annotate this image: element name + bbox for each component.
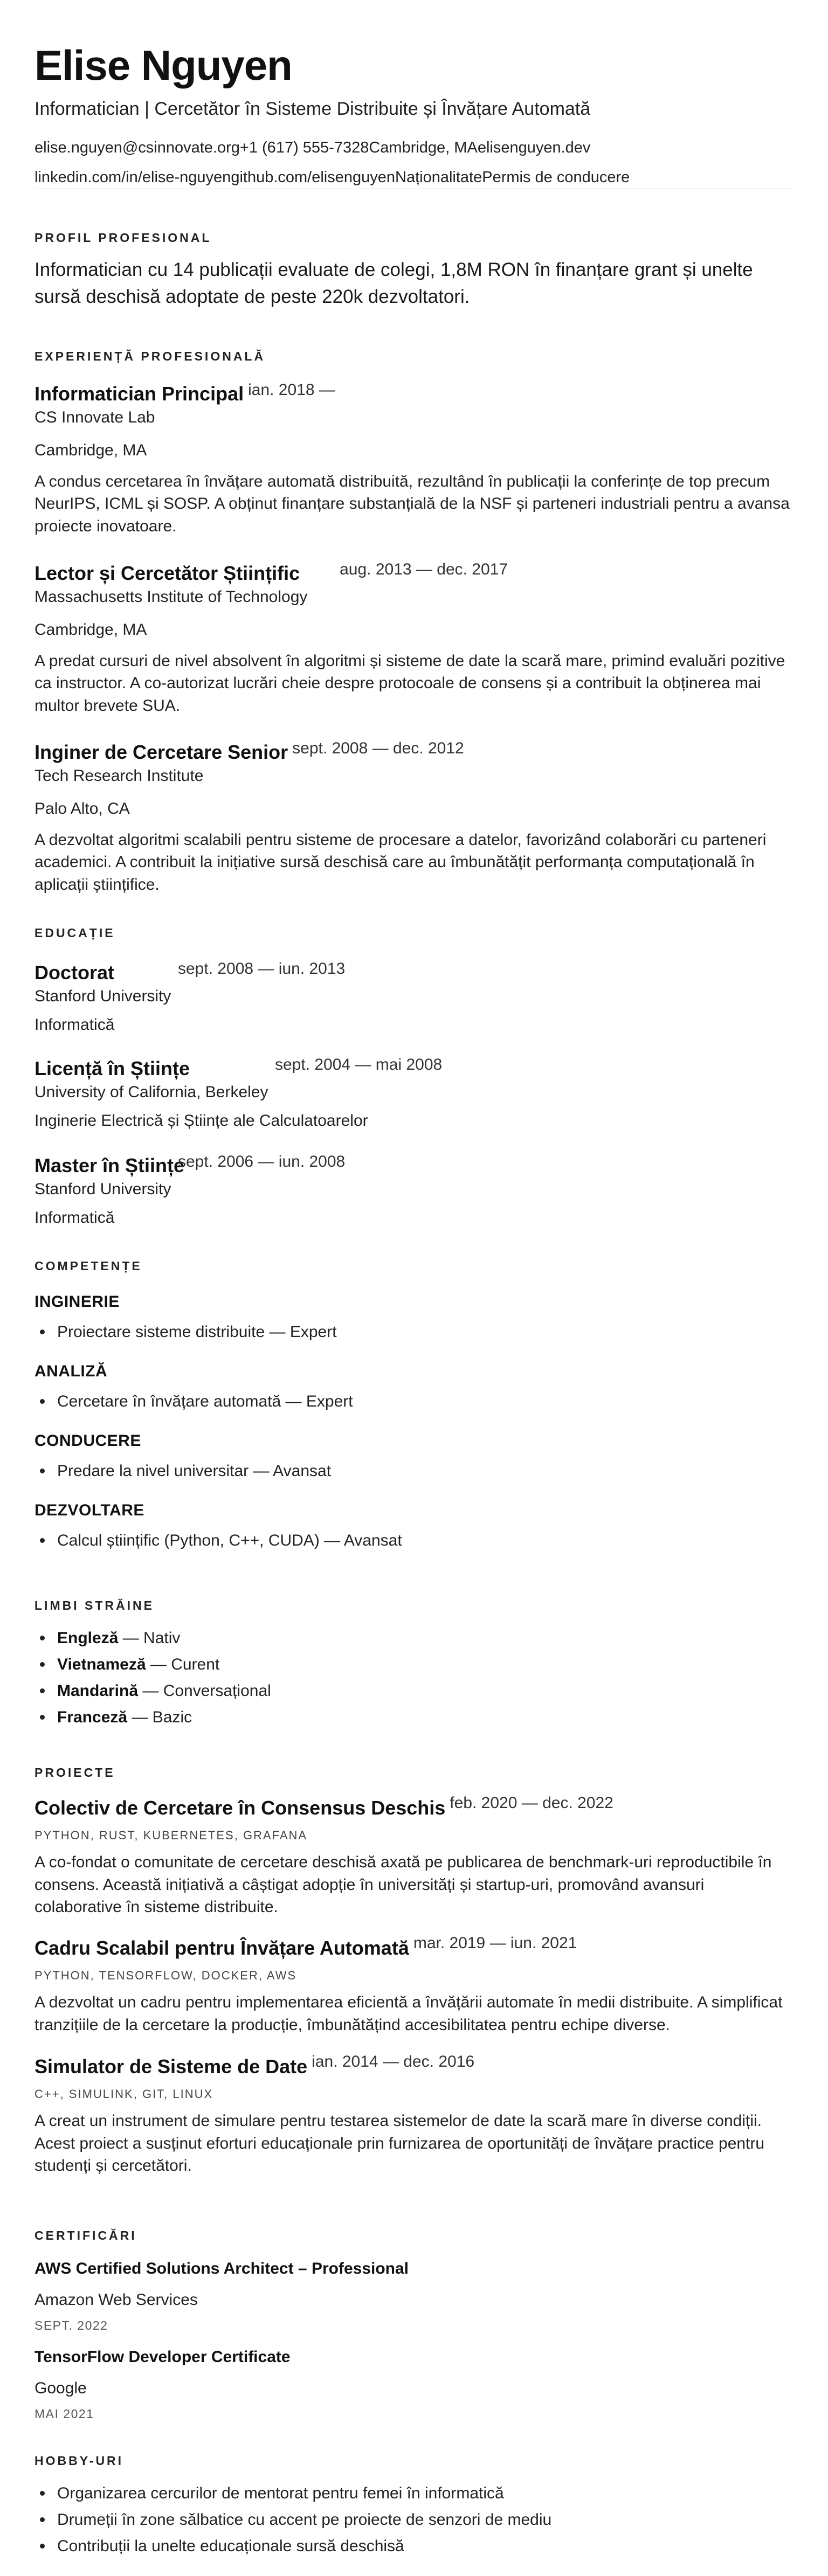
- language-item: [34, 1708, 794, 1727]
- job-title: Informatician Principal: [34, 383, 244, 405]
- hobby-item: Contribuții la unelte educaționale sursă deschisă: [34, 2537, 794, 2556]
- education-degree: Master în Științe: [34, 1154, 185, 1176]
- contact-linkedin[interactable]: linkedin.com/in/elise-nguyen: [34, 168, 231, 186]
- project-dates: mar. 2019 — iun. 2021: [413, 1934, 577, 1952]
- project-item: [34, 1936, 794, 2036]
- skill-item: Proiectare sisteme distribuite — Expert: [34, 1322, 794, 1342]
- job-dates: sept. 2008 — dec. 2012: [292, 739, 464, 757]
- project-title: Cadru Scalabil pentru Învățare Automată: [34, 1937, 409, 1959]
- contact-website[interactable]: elisenguyen.dev: [477, 139, 591, 156]
- job-location: Palo Alto, CA: [34, 799, 130, 818]
- education-degree: Doctorat: [34, 961, 115, 984]
- certification-item: [34, 2259, 794, 2333]
- language-item: [34, 1681, 794, 1701]
- section-title-education: EDUCAȚIE: [34, 926, 115, 940]
- certification-item: [34, 2348, 794, 2422]
- skill-item: Cercetare în învățare automată — Expert: [34, 1392, 794, 1411]
- education-item: [34, 1056, 794, 1131]
- project-dates: feb. 2020 — dec. 2022: [450, 1794, 613, 1812]
- skill-group: [34, 1431, 794, 1481]
- section-title-projects: PROIECTE: [34, 1765, 115, 1779]
- education-dates: sept. 2008 — iun. 2013: [178, 960, 346, 978]
- experience-item: [34, 561, 794, 717]
- language-level: — Nativ: [118, 1629, 181, 1647]
- education-field: Informatică: [34, 1015, 115, 1034]
- project-title: Colectiv de Cercetare în Consensus Deschis: [34, 1797, 446, 1819]
- certification-date: SEPT. 2022: [34, 2318, 108, 2332]
- section-title-hobbies: HOBBY-URI: [34, 2454, 124, 2468]
- education-item: [34, 1153, 794, 1228]
- hobby-item: Organizarea cercurilor de mentorat pentru femei în informatică: [34, 2484, 794, 2503]
- job-organization: Tech Research Institute: [34, 766, 204, 785]
- headline: Informatician | Cercetător în Sisteme Distribuite și Învățare Automată: [34, 99, 591, 119]
- contact-row-secondary: [34, 168, 794, 187]
- language-name: Franceză: [57, 1708, 128, 1726]
- skill-item: Predare la nivel universitar — Avansat: [34, 1462, 794, 1481]
- section-title-skills: COMPETENȚE: [34, 1259, 142, 1273]
- education-degree: Licență în Științe: [34, 1057, 190, 1079]
- language-name: Engleză: [57, 1629, 119, 1647]
- job-title: Lector și Cercetător Științific: [34, 562, 300, 584]
- skills-section: [34, 1259, 794, 1274]
- certification-name: AWS Certified Solutions Architect – Professional: [34, 2260, 409, 2277]
- certification-date: MAI 2021: [34, 2407, 94, 2421]
- experience-item: [34, 740, 794, 896]
- certification-issuer: Google: [34, 2379, 87, 2397]
- skill-category: DEZVOLTARE: [34, 1501, 144, 1519]
- education-field: Informatică: [34, 1208, 115, 1227]
- language-name: Vietnameză: [57, 1655, 146, 1673]
- contact-row-primary: [34, 139, 794, 157]
- experience-section: [34, 349, 794, 364]
- project-item: [34, 1796, 794, 1918]
- skill-group: [34, 1501, 794, 1550]
- language-level: — Bazic: [127, 1708, 192, 1726]
- hobbies-section: [34, 2454, 794, 2556]
- candidate-name: Elise Nguyen: [34, 41, 292, 89]
- language-name: Mandarină: [57, 1681, 139, 1700]
- section-title-summary: PROFIL PROFESIONAL: [34, 231, 212, 245]
- skill-group: [34, 1362, 794, 1411]
- project-tech: PYTHON, RUST, KUBERNETES, GRAFANA: [34, 1828, 308, 1842]
- contact-phone[interactable]: +1 (617) 555-7328: [239, 139, 369, 156]
- job-dates: aug. 2013 — dec. 2017: [340, 560, 508, 578]
- project-dates: ian. 2014 — dec. 2016: [312, 2053, 475, 2071]
- job-location: Cambridge, MA: [34, 441, 147, 459]
- skill-item: Calcul științific (Python, C++, CUDA) — Avansat: [34, 1531, 794, 1550]
- skill-category: CONDUCERE: [34, 1432, 141, 1450]
- certifications-section: [34, 2228, 794, 2243]
- education-school: Stanford University: [34, 987, 171, 1005]
- certification-issuer: Amazon Web Services: [34, 2291, 198, 2309]
- contact-license: Permis de conducere: [482, 168, 630, 186]
- project-tech: C++, SIMULINK, GIT, LINUX: [34, 2087, 213, 2101]
- project-item: [34, 2054, 794, 2177]
- language-level: — Curent: [146, 1655, 220, 1673]
- contact-nationality: Naționalitate: [395, 168, 482, 186]
- job-description: A dezvoltat algoritmi scalabili pentru sisteme de procesare a datelor, favorizând colaborări cu parteneri academici. A contribuit la inițiative sursă deschisă care au îmbunătățit performanța computațională în aplicații științifice.: [34, 830, 767, 894]
- education-item: [34, 960, 794, 1035]
- project-tech: PYTHON, TENSORFLOW, DOCKER, AWS: [34, 1968, 297, 1982]
- skill-category: INGINERIE: [34, 1293, 120, 1311]
- contact-email[interactable]: elise.nguyen@csinnovate.org: [34, 139, 240, 156]
- job-organization: CS Innovate Lab: [34, 408, 155, 426]
- job-organization: Massachusetts Institute of Technology: [34, 587, 308, 606]
- languages-section: [34, 1598, 794, 1727]
- education-field: Inginerie Electrică și Științe ale Calculatoarelor: [34, 1111, 368, 1130]
- experience-item: [34, 382, 794, 537]
- job-description: A predat cursuri de nivel absolvent în algoritmi și sisteme de date la scară mare, primind evaluări pozitive ca instructor. A co-autorizat lucrări cheie despre protocoale de consens și a contribuit la obținerea mai multor brevete SUA.: [34, 652, 785, 715]
- summary-text: Informatician cu 14 publicații evaluate de colegi, 1,8M RON în finanțare grant și unelte sursă deschisă adoptate de peste 220k dezvoltatori.: [34, 259, 753, 308]
- education-school: University of California, Berkeley: [34, 1083, 268, 1101]
- skill-group: [34, 1292, 794, 1342]
- project-description: A creat un instrument de simulare pentru testarea sistemelor de date la scară mare în diverse condiții. Acest proiect a susținut eforturi educaționale prin furnizarea de oportunități de învățare practice pentru studenți și cercetători.: [34, 2112, 765, 2175]
- projects-section: [34, 1765, 794, 1781]
- education-section: [34, 926, 794, 1228]
- job-description: A condus cercetarea în învățare automată distribuită, rezultând în publicații la conferințe de top precum NeurIPS, ICML și SOSP. A obținut finanțare substanțială de la NSF și parteneri industriali pentru a avansa proiecte inovatoare.: [34, 472, 790, 535]
- education-dates: sept. 2004 — mai 2008: [275, 1056, 443, 1074]
- section-title-experience: EXPERIENȚĂ PROFESIONALĂ: [34, 349, 266, 363]
- job-title: Inginer de Cercetare Senior: [34, 741, 288, 763]
- job-dates: ian. 2018 —: [248, 381, 335, 399]
- project-title: Simulator de Sisteme de Date: [34, 2055, 308, 2078]
- project-description: A co-fondat o comunitate de cercetare deschisă axată pe publicarea de benchmark-uri reproductibile în consens. Această inițiativă a câștigat adopție în universități și startup-uri, promovând avansuri colaborative în sisteme distribuite.: [34, 1853, 772, 1916]
- language-item: [34, 1629, 794, 1648]
- section-title-languages: LIMBI STRĂINE: [34, 1598, 154, 1612]
- contact-location: Cambridge, MA: [369, 139, 478, 156]
- skill-category: ANALIZĂ: [34, 1362, 108, 1380]
- section-title-certifications: CERTIFICĂRI: [34, 2228, 137, 2242]
- education-school: Stanford University: [34, 1180, 171, 1198]
- job-location: Cambridge, MA: [34, 620, 147, 639]
- language-level: — Conversațional: [138, 1681, 271, 1700]
- project-description: A dezvoltat un cadru pentru implementarea eficientă a învățării automate în medii distribuite. A simplificat tranzițiile de la cercetare la producție, îmbunătățind accesibilitatea pentru echipe diverse.: [34, 1993, 783, 2034]
- education-dates: sept. 2006 — iun. 2008: [178, 1153, 346, 1171]
- language-item: [34, 1655, 794, 1674]
- hobby-item: Drumeții în zone sălbatice cu accent pe proiecte de senzori de mediu: [34, 2510, 794, 2530]
- certification-name: TensorFlow Developer Certificate: [34, 2348, 291, 2366]
- contact-github[interactable]: github.com/elisenguyen: [231, 168, 396, 186]
- summary-section: [34, 231, 794, 311]
